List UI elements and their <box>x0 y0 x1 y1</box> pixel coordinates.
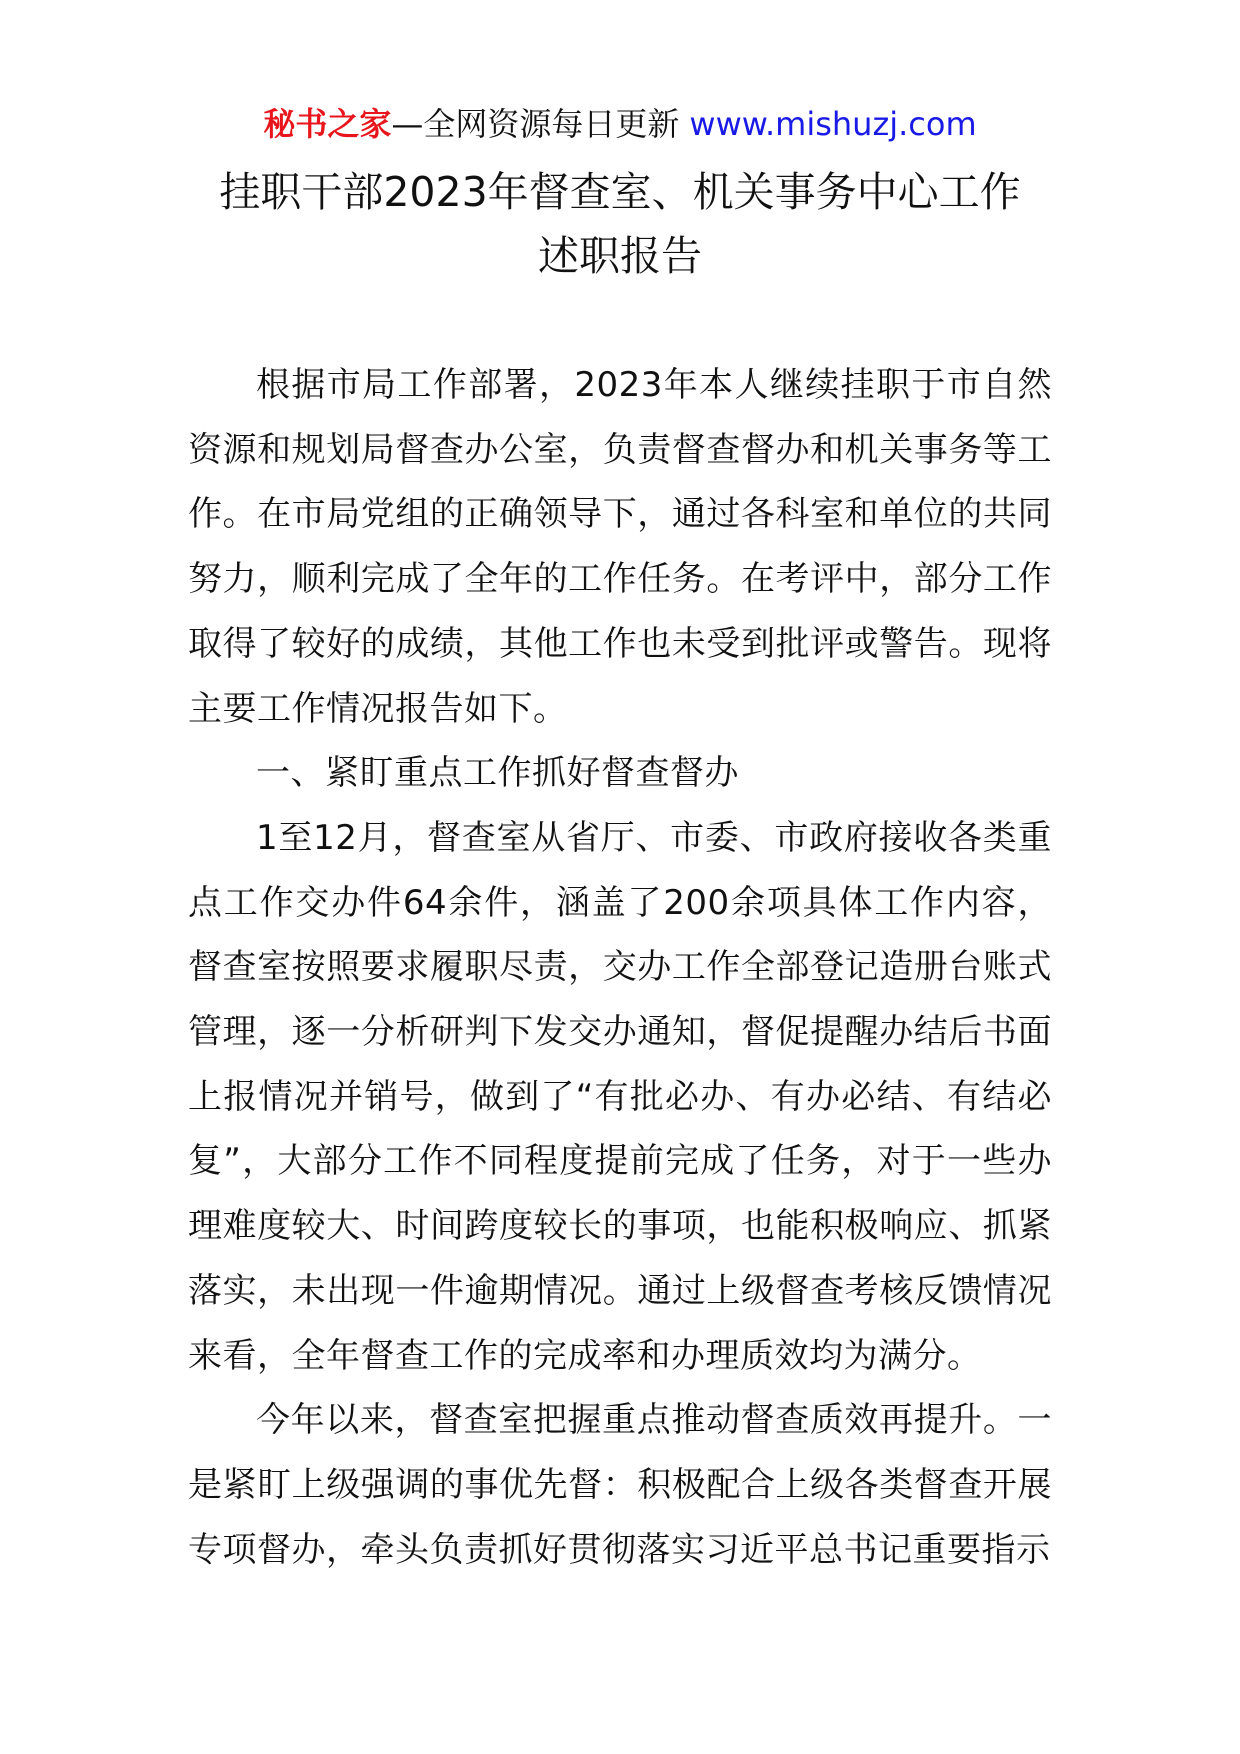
site-url-link[interactable]: www.mishuzj.com <box>689 105 977 143</box>
paragraph-supervision: 1至12月，督查室从省厅、市委、市政府接收各类重点工作交办件64余件，涵盖了200余项具体工作内容，督查室按照要求履职尽责，交办工作全部登记造册台账式管理，逐一分析研判下发交办通知，督促提醒办结后书面上报情况并销号，做到了“有批必办、有办必结、有结必复”，大部分工作不同程度提前完成了任务，对于一些办理难度较大、时间跨度较长的事项，也能积极响应、抓紧落实，未出现一件逾期情况。通过上级督查考核反馈情况来看，全年督查工作的完成率和办理质效均为满分。 <box>188 817 1052 1376</box>
header-slogan: —全网资源每日更新 <box>391 105 680 143</box>
brand-name: 秘书之家 <box>263 105 392 143</box>
document-body <box>188 353 1052 1582</box>
site-header <box>0 102 1240 146</box>
paragraph-focus: 今年以来，督查室把握重点推动督查质效再提升。一是紧盯上级强调的事优先督：积极配合上级各类督查开展专项督办，牵头负责抓好贯彻落实习近平总书记重要指示 <box>188 1400 1052 1570</box>
section-heading-1: 一、紧盯重点工作抓好督查督办 <box>256 753 739 794</box>
paragraph-intro: 根据市局工作部署，2023年本人继续挂职于市自然资源和规划局督查办公室，负责督查督办和机关事务等工作。在市局党组的正确领导下，通过各科室和单位的共同努力，顺利完成了全年的工作任务。在考评中，部分工作取得了较好的成绩，其他工作也未受到批评或警告。现将主要工作情况报告如下。 <box>188 365 1052 729</box>
title-line-2: 述职报告 <box>538 232 702 280</box>
title-line-1: 挂职干部2023年督查室、机关事务中心工作 <box>219 168 1021 216</box>
document-title <box>0 160 1240 288</box>
